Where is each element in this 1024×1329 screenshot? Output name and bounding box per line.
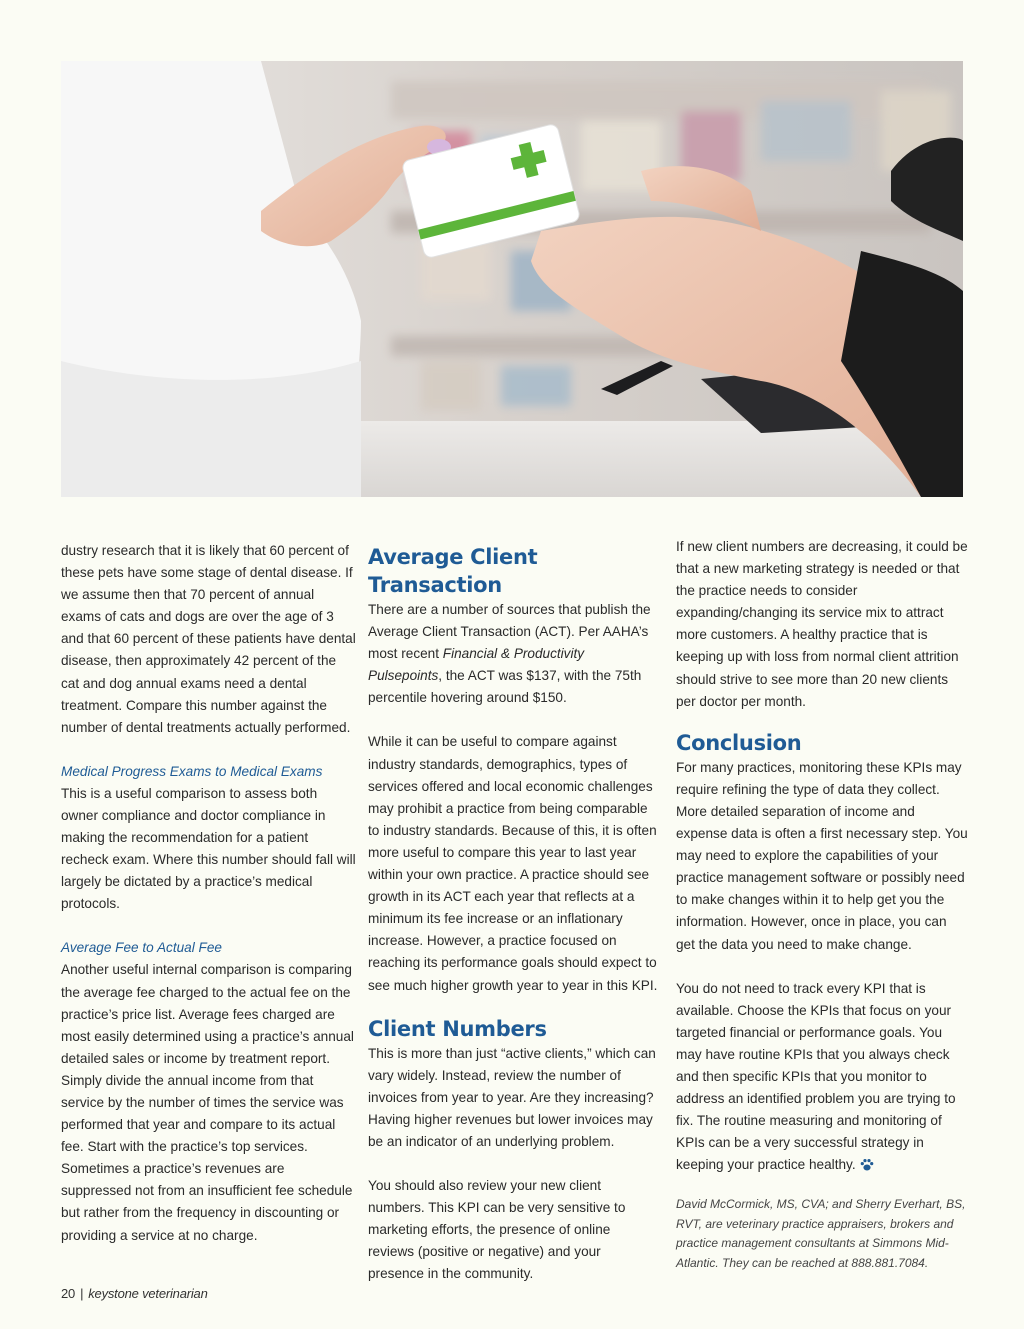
body-paragraph: This is more than just “active clients,” which can vary widely. Instead, review the number of invoices from year to year. Are they increasing? Having higher revenues but lower invoices may be an indicator of an underlying problem. [368, 1045, 656, 1149]
page-number: 20 [61, 1286, 76, 1301]
footer-separator: | [80, 1286, 84, 1301]
column-1 [61, 540, 357, 1247]
body-paragraph: For many practices, monitoring these KPIs may require refining the type of data they collect. More detailed separation of income and expense data is often a first necessary step. You may need to explore the capabilities of your practice management software or possibly need to make changes within it to help get you the information. However, once in place, you can get the data you need to make change. [676, 759, 968, 952]
body-paragraph: You should also review your new client numbers. This KPI can be very sensitive to marketing efforts, the presence of online reviews (positive or negative) and your presence in the community. [368, 1178, 626, 1282]
magazine-name: keystone veterinarian [88, 1286, 208, 1301]
subheading-medical-progress: Medical Progress Exams to Medical Exams [61, 763, 323, 779]
body-paragraph: While it can be useful to compare against industry standards, demographics, types of services offered and local economic challenges may prohibit a practice from being comparable to industry standards. Because of this, it is often more useful to compare this year to last year within your own practice. A practice should see growth in its ACT each year that reflects at a minimum its fee increase or an inflationary increase. However, a practice focused on reaching its performance goals should expect to see much higher growth year to year in this KPI. [368, 734, 658, 993]
body-paragraph: This is a useful comparison to assess both owner compliance and doctor compliance in making the recommendation for a patient recheck exam. Where this number should fall will largely be dictated by a practice’s medical protocols. [61, 785, 356, 912]
subheading-average-fee: Average Fee to Actual Fee [61, 940, 222, 956]
body-paragraph: You do not need to track every KPI that is available. Choose the KPIs that focus on your targeted financial or performance goals. You may have routine KPIs that you always check and then specific KPIs that you monitor to address an identified problem you are trying to fix. The routine measuring and monitoring of KPIs can be a very successful strategy in keeping your practice healthy. [676, 978, 968, 1180]
pharmacy-card-illustration [61, 61, 963, 497]
heading-average-client-transaction: Average Client Transaction [368, 545, 538, 597]
hero-photo [61, 61, 963, 497]
paw-icon [860, 1157, 874, 1179]
body-paragraph: dustry research that it is likely that 60 percent of these pets have some stage of dental disease. If we assume then that 70 percent of annual exams of cats and dogs are over the age of 3 and that 60 percent of these patients have dental disease, then approximately 42 percent of the cat and dog annual exams need a dental treatment. Compare this number against the number of dental treatments actually performed. [61, 543, 356, 735]
heading-conclusion: Conclusion [676, 730, 802, 755]
body-paragraph: There are a number of sources that publish the Average Client Transaction (ACT). Per AAHA’s most recent Financial & Productivity Pulsepoints, the ACT was $137, with the 75th percentile hovering around $150. [368, 602, 651, 706]
page-footer [61, 1286, 208, 1301]
publication-title: Financial & Productivity Pulsepoints [368, 646, 585, 684]
heading-client-numbers: Client Numbers [368, 1016, 547, 1041]
author-byline: David McCormick, MS, CVA; and Sherry Everhart, BS, RVT, are veterinary practice appraisers, brokers and practice management consultants at Simmons Mid-Atlantic. They can be reached at 888.881.7084. [676, 1197, 966, 1270]
column-2 [368, 543, 660, 1286]
body-paragraph: If new client numbers are decreasing, it could be that a new marketing strategy is needed or that the practice needs to consider expanding/changing its service mix to attract more customers. A healthy practice that is keeping up with loss from normal client attrition should strive to see more than 20 new clients per doctor per month. [676, 539, 968, 709]
column-3 [676, 536, 968, 1273]
body-paragraph: Another useful internal comparison is comparing the average fee charged to the actual fee on the practice’s price list. Average fees charged are most easily determined using a practice’s annual detailed sales or income by treatment report. Simply divide the annual income from that service by the number of times the service was performed that year and compare to its actual fee. Start with the practice’s top services. Sometimes a practice’s revenues are suppressed not from an insufficient fee schedule but rather from the frequency in discounting or providing a service at no charge. [61, 962, 354, 1243]
